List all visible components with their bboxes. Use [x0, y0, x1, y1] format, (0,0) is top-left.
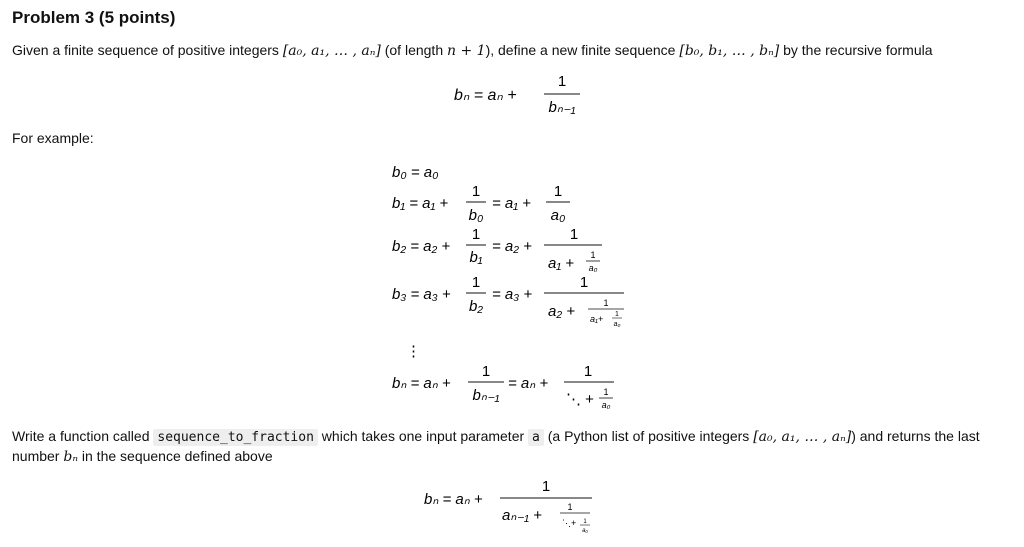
- bn-lhs: bₙ = aₙ +: [392, 375, 451, 392]
- task-text-6: in the sequence defined above: [78, 448, 273, 464]
- b2-inner-num: 1: [590, 250, 596, 260]
- b3-innermost-den: a₀: [613, 321, 621, 328]
- b2-mid: = a₂ +: [492, 238, 532, 255]
- task-text-5: number: [12, 448, 64, 464]
- final-inner-num: 1: [567, 502, 573, 512]
- b2-num1: 1: [471, 226, 481, 243]
- final-innermost-den: a₀: [582, 528, 588, 534]
- b2-den1: b₁: [469, 249, 483, 266]
- recursive-formula: [440, 66, 600, 122]
- intro-paragraph: [12, 42, 933, 59]
- b1-den1: b₀: [468, 207, 484, 224]
- final-lhs: bₙ = aₙ +: [424, 491, 483, 508]
- b2-inner-den: a₀: [588, 263, 598, 273]
- b3-inner-num: 1: [603, 298, 609, 308]
- b1-lhs: b₁ = a₁ +: [392, 195, 449, 212]
- task-sequence: [a₀, a₁, … , aₙ]: [753, 429, 852, 445]
- bn-num2: 1: [583, 363, 593, 380]
- parameter-name: a: [528, 429, 544, 446]
- b1-num1: 1: [471, 183, 481, 200]
- b2-lhs: b₂ = a₂ +: [392, 238, 451, 255]
- function-name: sequence_to_fraction: [153, 429, 318, 446]
- sequence-length: n + 1: [447, 43, 486, 59]
- b1-num2: 1: [553, 183, 563, 200]
- b3-inner-den: a₁+: [590, 314, 604, 324]
- example-label: For example:: [12, 130, 94, 146]
- sequence-a: [a₀, a₁, … , aₙ]: [282, 43, 381, 59]
- task-line-2: [12, 448, 273, 465]
- b3-num1: 1: [471, 274, 481, 291]
- intro-text-1: Given a finite sequence of positive integers: [12, 42, 283, 58]
- formula-denominator: bₙ₋₁: [548, 99, 576, 116]
- b3-innermost-num: 1: [615, 311, 619, 318]
- bn-mid: = aₙ +: [508, 375, 549, 392]
- formula-numerator: 1: [557, 73, 567, 90]
- task-text-2: which takes one input parameter: [317, 428, 529, 444]
- intro-text-3: ), define a new finite sequence: [485, 42, 680, 58]
- intro-text-2: (of length: [380, 42, 447, 58]
- b0-equation: b₀ = a₀: [392, 164, 439, 181]
- bn-inner-den: a₀: [601, 400, 611, 410]
- b3-lhs: b₃ = a₃ +: [392, 286, 451, 303]
- b3-den2: a₂ +: [548, 303, 575, 320]
- bn-num1: 1: [481, 363, 491, 380]
- b3-den1: b₂: [468, 298, 484, 315]
- intro-text-4: by the recursive formula: [779, 42, 933, 58]
- example-derivation: [388, 150, 648, 420]
- sequence-b: [b₀, b₁, … , bₙ]: [679, 43, 780, 59]
- bn-den2: ⋱ +: [566, 391, 594, 408]
- final-denominator: aₙ₋₁ +: [502, 507, 542, 524]
- final-formula: [420, 474, 620, 544]
- b1-mid: = a₁ +: [492, 195, 531, 212]
- task-text-3: (a Python list of positive integers: [543, 428, 754, 444]
- task-text-1: Write a function called: [12, 428, 154, 444]
- vertical-dots: ⋮: [406, 343, 421, 360]
- b3-mid: = a₃ +: [492, 286, 533, 303]
- final-innermost-num: 1: [583, 519, 587, 525]
- final-numerator: 1: [541, 478, 551, 495]
- b3-num2: 1: [579, 274, 589, 291]
- final-inner-den: ⋱+: [562, 518, 577, 528]
- bn-den1: bₙ₋₁: [472, 387, 500, 404]
- b1-den2: a₀: [550, 207, 566, 224]
- b2-num2: 1: [569, 226, 579, 243]
- problem-title: Problem 3 (5 points): [12, 8, 176, 27]
- task-line-1: [12, 428, 980, 445]
- b2-den2: a₁ +: [548, 255, 575, 272]
- bn-inner-num: 1: [603, 387, 609, 397]
- formula-lhs: bₙ = aₙ +: [454, 87, 517, 104]
- task-bn: bₙ: [63, 449, 78, 465]
- task-text-4: ) and returns the last: [851, 428, 980, 444]
